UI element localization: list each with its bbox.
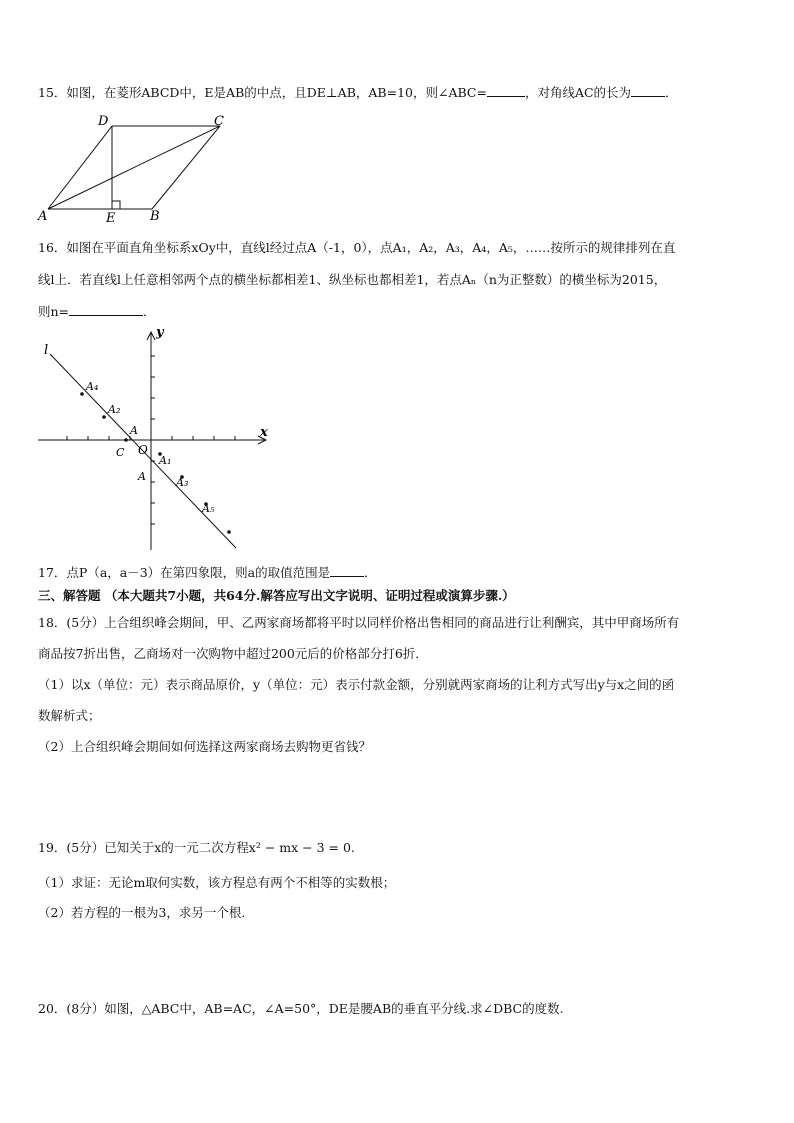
q15-mid: ，对角线AC的长为 bbox=[524, 85, 632, 100]
label-a: A bbox=[130, 424, 138, 437]
q15-answer-blank-2[interactable] bbox=[631, 84, 665, 97]
label-a2: A₂ bbox=[108, 403, 121, 416]
label-a3: A₃ bbox=[176, 476, 189, 489]
label-a-low: A bbox=[138, 470, 146, 483]
q17-end: ． bbox=[364, 565, 377, 580]
q17-stem: 17．点P（a，a－3）在第四象限，则a的取值范围是 bbox=[38, 565, 331, 580]
label-c: C bbox=[116, 446, 125, 459]
label-d: D bbox=[98, 114, 109, 129]
diagonal-ac bbox=[48, 126, 220, 209]
q19-line-1: 19．(5分）已知关于x的一元二次方程x² − mx − 3 = 0. bbox=[38, 840, 355, 855]
q16-line-3 bbox=[38, 303, 156, 320]
q15-text bbox=[38, 84, 678, 101]
q18-line-2: 商品按7折出售，乙商场对一次购物中超过200元后的价格部分打6折． bbox=[38, 646, 428, 661]
label-y: y bbox=[156, 326, 164, 340]
q16-line-2: 线l上．若直线l上任意相邻两个点的横坐标都相差1、纵坐标也都相差1，若点Aₙ（n为正整数）的横坐标为2015， bbox=[38, 272, 667, 287]
label-a4: A₄ bbox=[86, 380, 99, 393]
q18-sub2: （2）上合组织峰会期间如何选择这两家商场去购物更省钱？ bbox=[38, 739, 371, 754]
rhombus-side-bc bbox=[152, 126, 220, 209]
label-c: C bbox=[214, 114, 224, 129]
label-a5: A₅ bbox=[202, 502, 215, 515]
section-3-title: 三、解答题 bbox=[38, 588, 101, 603]
q15-answer-blank-1[interactable] bbox=[487, 84, 525, 97]
q16-figure-coordinate bbox=[30, 326, 280, 556]
q19-sub1: （1）求证：无论m取何实数，该方程总有两个不相等的实数根； bbox=[38, 875, 396, 890]
point-a2 bbox=[102, 415, 106, 419]
point-a4 bbox=[80, 392, 84, 396]
q15-stem: 15．如图，在菱形ABCD中，E是AB的中点，且DE⊥AB，AB=10，则∠ABC= bbox=[38, 85, 487, 100]
q15-end: ． bbox=[665, 85, 678, 100]
q20-line-1: 20．(8分）如图，△ABC中，AB=AC，∠A=50°，DE是腰AB的垂直平分线.求∠DBC的度数. bbox=[38, 1001, 564, 1016]
q18-sub1-line-2: 数解析式； bbox=[38, 708, 101, 723]
label-o: O bbox=[138, 443, 148, 457]
section-3-heading bbox=[38, 588, 515, 604]
q17-text bbox=[38, 564, 377, 581]
q18-line-1: 18．(5分）上合组织峰会期间，甲、乙两家商场都将平时以同样价格出售相同的商品进行让利酬宾，其中甲商场所有 bbox=[38, 615, 680, 630]
q16-line-3-text: 则n= bbox=[38, 304, 70, 319]
point-end bbox=[227, 530, 231, 534]
label-a: A bbox=[38, 209, 48, 224]
label-l: l bbox=[44, 343, 49, 358]
q16-answer-blank[interactable] bbox=[69, 303, 143, 316]
q16-line-3-end: ． bbox=[143, 304, 156, 319]
q18-sub1-line-1: （1）以x（单位：元）表示商品原价，y（单位：元）表示付款金额，分别就两家商场的让利方式写出y与x之间的函 bbox=[38, 677, 675, 692]
label-e: E bbox=[106, 211, 116, 226]
label-a1: A₁ bbox=[159, 454, 172, 467]
q16-line-1: 16．如图在平面直角坐标系xOy中，直线l经过点A（-1，0），点A₁，A₂，A₃，A₄，A₅，……按所示的规律排列在直 bbox=[38, 240, 676, 255]
right-angle-mark bbox=[112, 201, 120, 209]
q15-figure-rhombus bbox=[30, 108, 240, 228]
rhombus-side-da bbox=[48, 126, 112, 209]
q17-answer-blank[interactable] bbox=[330, 564, 364, 577]
label-x: x bbox=[260, 425, 268, 440]
point-a bbox=[124, 438, 128, 442]
q19-sub2: （2）若方程的一根为3，求另一个根. bbox=[38, 905, 246, 920]
section-3-note: （本大题共7小题，共64分.解答应写出文字说明、证明过程或演算步骤.） bbox=[104, 588, 515, 603]
label-b: B bbox=[150, 209, 160, 224]
